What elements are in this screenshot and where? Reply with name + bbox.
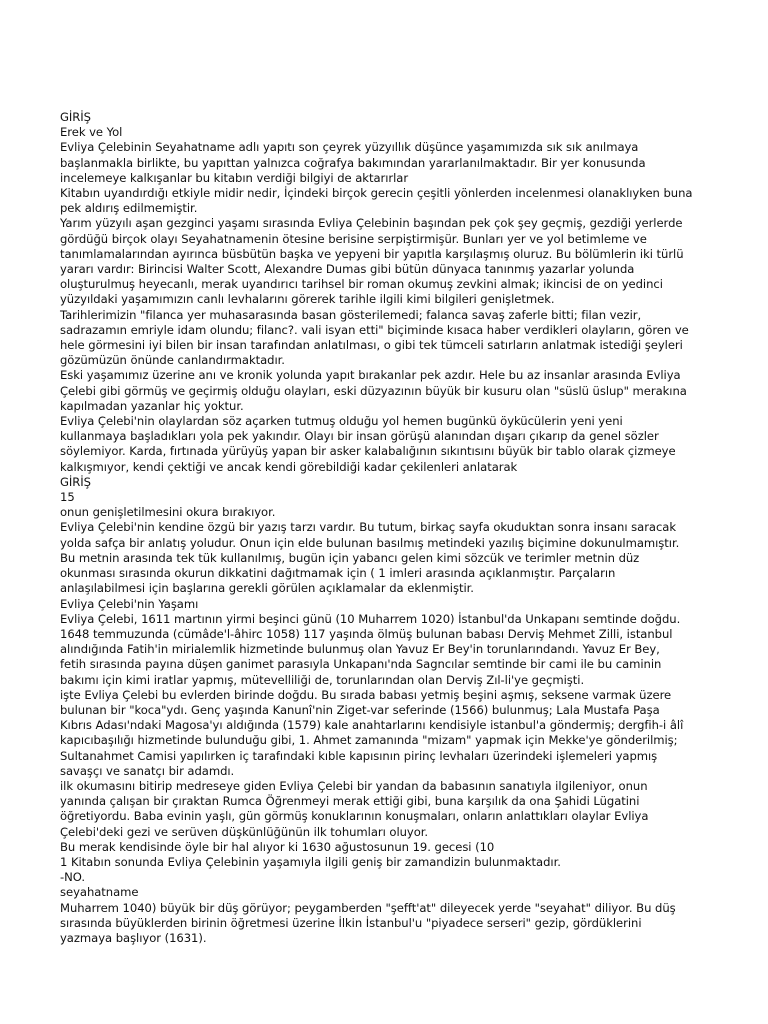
text-line: bulunan bir "koca"ydı. Genç yaşında Kanunî'nin Ziget-var seferinde (1566) bulunmuş; Lala Mustafa Paşa <box>60 702 660 717</box>
text-line: bakımı için kimi iratlar yapmış, mütevelliliği de, torunlarından olan Derviş Zıl-li'ye geçmişti. <box>60 672 585 687</box>
text-line: kapılmadan yazanlar hiç yoktur. <box>60 398 244 413</box>
text-line: gözümüzün önünde canlandırmaktadır. <box>60 353 285 368</box>
subsection-heading: Evliya Çelebi'nin Yaşamı <box>60 596 199 611</box>
text-line: yararı vardır: Birincisi Walter Scott, Alexandre Dumas gibi bütün dünyaca tanınmış yazarlar yolunda <box>60 262 635 277</box>
subsection-heading: Erek ve Yol <box>60 125 123 140</box>
text-line: kalkışmıyor, kendi çektiği ve ancak kendi görebildiği kadar çekilenleri anlatarak <box>60 459 518 474</box>
text-line: Yarım yüzyılı aşan gezginci yaşamı sırasında Evliya Çelebinin başından pek çok şey geçmiş, gezdiği yerlerde <box>60 216 683 231</box>
text-line: tanımlamalarından ayırınca büsbütün başka ve yepyeni bir yapıtla karşılaşmış oluruz. Bu bölümlerin iki türlü <box>60 246 684 261</box>
text-line: 1648 temmuzunda (cümâde'l-âhirc 1058) 117 yaşında ölmüş bulunan babası Derviş Mehmet Zilli, istanbul <box>60 626 673 641</box>
text-line: Çelebi gibi görmüş ve geçirmiş olduğu olayları, eski düzyazının büyük bir kusuru olan "süslü üslup" merakına <box>60 383 687 398</box>
page-number: 15 <box>60 490 75 505</box>
text-line: öğretiyordu. Baba evinin yaşlı, gün görmüş konuklarının konuşmaları, onların anlattıkları olaylar Evliya <box>60 809 649 824</box>
text-line: ilk okumasını bitirip medreseye giden Evliya Çelebi bir yandan da babasının sanatıyla ilgileniyor, onun <box>60 778 648 793</box>
text-line: Çelebi'deki gezi ve serüven düşkünlüğünün ilk tohumları oluyor. <box>60 824 429 839</box>
text-line: kapıcıbaşılığı hizmetinde bulunduğu gibi, 1. Ahmet zamanında "mizam" yapmak için Mekke'ye gönderilmiş; <box>60 733 678 748</box>
text-line: yolda safça bir anlatış yoludur. Onun için elde bulunan basılmış metindeki yazılış biçimine dokunulmamıştır. <box>60 535 680 550</box>
text-line: işte Evliya Çelebi bu evlerden birinde doğdu. Bu sırada babası yetmiş beşini aşmış, seksene varmak üzere <box>60 687 672 702</box>
document-page <box>60 110 760 946</box>
text-line: söylemiyor. Karda, fırtınada yürüyüş yapan bir asker kalabalığının sıkıntısını büyük bir tablo olarak çizmeye <box>60 444 676 459</box>
text-line: Evliya Çelebi'nin olaylardan söz açarken tutmuş olduğu yol hemen bugünkü öykücülerin yeni yeni <box>60 414 623 429</box>
text-line: okunması sırasında okurun dikkatini dağıtmamak için ( 1 imleri arasında açıklanmıştır. Parçaların <box>60 566 616 581</box>
page-marker: -NO. <box>60 870 85 885</box>
text-line: hele görmesini iyi bilen bir insan tarafından anlatılması, o gibi tek tümceli satırların anlatmak istediği şeyleri <box>60 338 683 353</box>
text-line: Bu metnin arasında tek tük kullanılmış, bugün için yabancı gelen kimi sözcük ve terimler metnin düz <box>60 550 640 565</box>
text-line: yüzyıldaki yaşamımızın canlı levhalarını görerek tarihle ilgili kimi bilgileri genişletmek. <box>60 292 555 307</box>
text-line: oluşturulmuş heyecanlı, merak uyandırıcı tarihsel bir roman okumuş zevkini almak; ikincisi de on yedinci <box>60 277 663 292</box>
footnote: 1 Kitabın sonunda Evliya Çelebinin yaşamıyla ilgili geniş bir zamandizin bulunmaktadır. <box>60 854 561 869</box>
text-line: incelemeye kalkışanlar bu kitabın verdiği bilgiyi de aktarırlar <box>60 170 409 185</box>
text-line: Sultanahmet Camisi yapılırken iç tarafındaki kıble kapısının pirinç levhaları üzerindeki işlemeleri yapmış <box>60 748 658 763</box>
text-line: savaşçı ve sanatçı bir adamdı. <box>60 763 235 778</box>
running-header: seyahatname <box>60 885 139 900</box>
text-line: sadrazamın emriyle idam olundu; filanc?. vali isyan etti" biçiminde kısaca haber verdikleri olayların, gören ve <box>60 322 689 337</box>
text-line: Kitabın uyandırdığı etkiyle midir nedir, İçindeki birçok gerecin çeşitli yönlerden incelenmesi olanaklıyken buna <box>60 186 693 201</box>
text-line: Evliya Çelebinin Seyahatname adlı yapıtı son çeyrek yüzyıllık düşünce yaşamımızda sık sık anılmaya <box>60 140 639 155</box>
text-line: kullanmaya başladıkları yola pek yakındır. Olayı bir insan görüşü alanından dışarı çıkarıp da genel sözler <box>60 429 659 444</box>
text-line: Evliya Çelebi, 1611 martının yirmi beşinci günü (10 Muharrem 1020) İstanbul'da Unkapanı semtinde doğdu. <box>60 611 681 626</box>
text-line: anlaşılabilmesi için başlarına gerekli görülen açıklamalar da eklenmiştir. <box>60 581 474 596</box>
text-line: onun genişletilmesini okura bırakıyor. <box>60 505 276 520</box>
text-line: sırasında büyüklerden birinin öğretmesi üzerine İlkin İstanbul'u "piyadece serseri" gezip, gördüklerini <box>60 915 642 930</box>
text-line: gördüğü birçok olayı Seyahatnamenin ötesine berisine serpiştirmişür. Bunları yer ve yol betimleme ve <box>60 231 647 246</box>
text-line: Muharrem 1040) büyük bir düş görüyor; peygamberden "şefft'at" dileyecek yerde "seyahat" diliyor. Bu düş <box>60 900 676 915</box>
text-line: yazmaya başlıyor (1631). <box>60 930 207 945</box>
text-line: alındığında Fatih'in mirialemlik hizmetinde bulunmuş olan Yavuz Er Bey'in torunlarındandı. Yavuz Er Bey, <box>60 642 660 657</box>
text-line: Tarihlerimizin "filanca yer muhasarasında basan gösterilemedi; falanca savaş zaferle bitti; filan vezir, <box>60 307 642 322</box>
text-line: Kıbrıs Adası'ndaki Magosa'yı aldığında (1579) kale anahtarlarını kendisiyle istanbul'a göndermiş; dergfih-i âlî <box>60 718 684 733</box>
text-line: başlanmakla birlikte, bu yapıttan yalnızca coğrafya bakımından yararlanılmaktadır. Bir yer konusunda <box>60 155 646 170</box>
running-header: GİRİŞ <box>60 474 91 489</box>
text-line: Bu merak kendisinde öyle bir hal alıyor ki 1630 ağustosunun 19. gecesi (10 <box>60 839 495 854</box>
text-line: Evliya Çelebi'nin kendine özgü bir yazış tarzı vardır. Bu tutum, birkaç sayfa okuduktan sonra insanı saracak <box>60 520 677 535</box>
text-line: Eski yaşamımız üzerine anı ve kronik yolunda yapıt bırakanlar pek azdır. Hele bu az insanlar arasında Evliya <box>60 368 681 383</box>
text-line: fetih sırasında payına düşen ganimet parasıyla Unkapanı'nda Sagncılar semtinde bir cami ile bu caminin <box>60 657 662 672</box>
text-line: pek aldırış edilmemiştir. <box>60 201 198 216</box>
section-heading: GİRİŞ <box>60 110 91 124</box>
text-line: yanında çalışan bir çıraktan Rumca Öğrenmeyi merak ettiği gibi, buna karşılık da ona Şahidi Lügatini <box>60 794 640 809</box>
